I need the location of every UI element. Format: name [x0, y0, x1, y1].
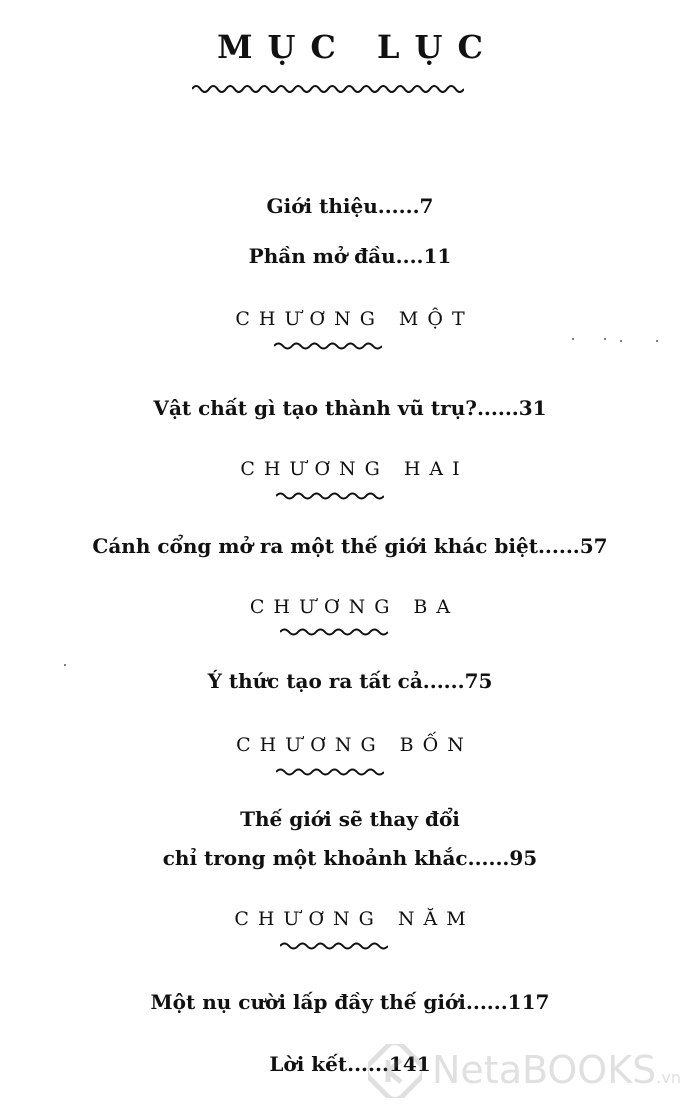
chapter-heading-3: CHƯƠNG BA — [249, 596, 460, 618]
scan-speck — [64, 664, 66, 666]
watermark — [368, 1040, 688, 1100]
toc-entry-chapter-3[interactable]: Ý thức tạo ra tất cả......75 — [207, 669, 493, 693]
toc-entry-opening[interactable]: Phần mở đầu....11 — [248, 244, 452, 268]
watermark-text — [432, 1048, 681, 1092]
watermark-brand: NetaBOOKS — [432, 1048, 657, 1092]
watermark-suffix: .vn — [656, 1068, 681, 1087]
chapter-heading-5: CHƯƠNG NĂM — [234, 908, 475, 930]
chapter-2-wave-divider — [276, 490, 384, 502]
chapter-1-wave-divider — [274, 340, 382, 352]
chapter-heading-2: CHƯƠNG HAI — [240, 458, 469, 480]
toc-entry-chapter-5[interactable]: Một nụ cười lấp đầy thế giới......117 — [150, 990, 550, 1014]
scan-speck — [604, 338, 606, 340]
scan-speck — [620, 340, 622, 342]
chapter-4-wave-divider — [276, 766, 384, 778]
toc-entry-intro[interactable]: Giới thiệu......7 — [266, 194, 434, 218]
chapter-heading-1: CHƯƠNG MỘT — [235, 308, 474, 330]
toc-entry-chapter-4-line-1[interactable]: Thế giới sẽ thay đổi — [240, 807, 460, 831]
chapter-5-wave-divider — [280, 940, 388, 952]
page-title: MỤC LỤC — [217, 28, 498, 66]
toc-entry-chapter-2[interactable]: Cánh cổng mở ra một thế giới khác biệt......57 — [92, 534, 608, 558]
scan-speck — [572, 338, 574, 340]
title-wave-divider — [192, 82, 464, 96]
chapter-3-wave-divider — [280, 626, 388, 638]
chapter-heading-4: CHƯƠNG BỐN — [236, 734, 473, 756]
toc-entry-chapter-4-line-2[interactable]: chỉ trong một khoảnh khắc......95 — [162, 846, 538, 870]
netabooks-logo-icon — [368, 1044, 422, 1098]
toc-entry-closing[interactable]: Lời kết......141 — [269, 1052, 431, 1076]
toc-entry-chapter-1[interactable]: Vật chất gì tạo thành vũ trụ?......31 — [153, 396, 547, 420]
scan-speck — [656, 340, 658, 342]
